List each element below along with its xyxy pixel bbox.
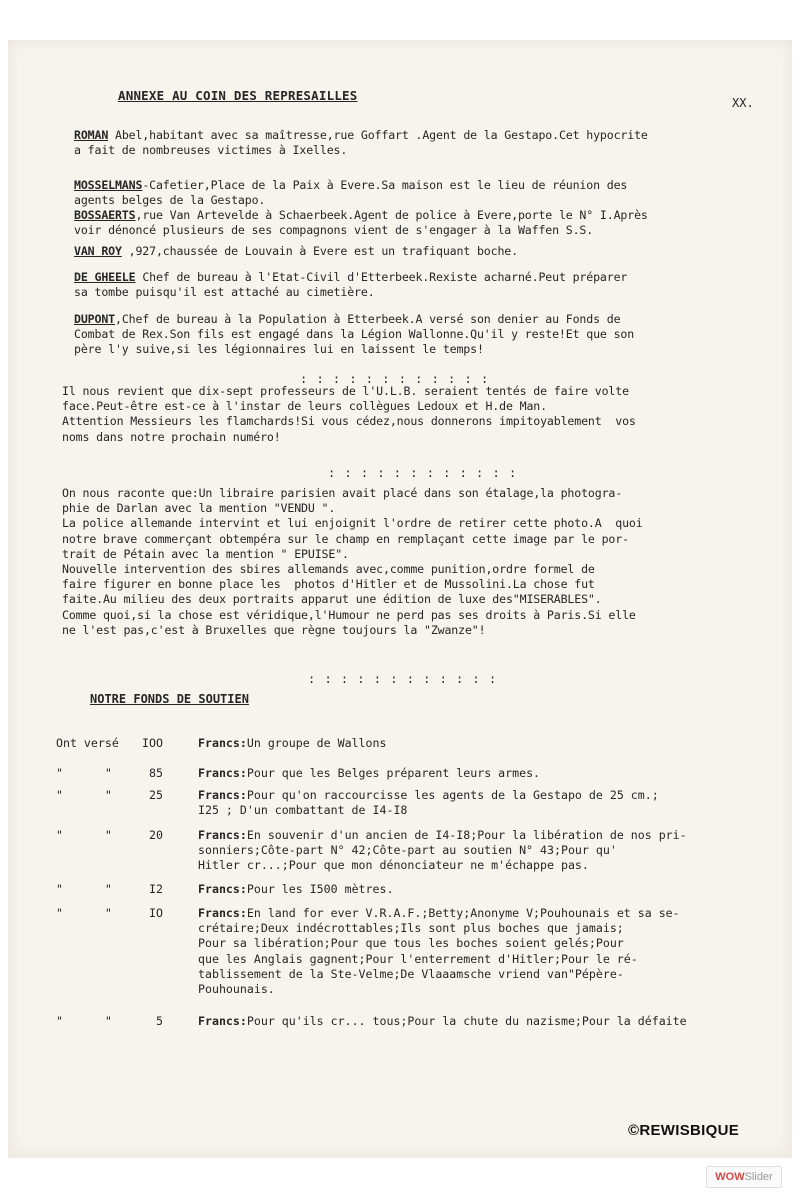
- denunciation-entry: [74, 208, 790, 238]
- entry-text: ,Chef de bureau à la Population à Etterbeek.A versé son denier au Fonds de: [114, 312, 621, 326]
- entry-text: Combat de Rex.Son fils est engagé dans la Légion Wallonne.Qu'il y reste!Et que son: [74, 327, 635, 342]
- donation-line: Hitler cr...;Pour que mon dénonciateur ne m'échappe pas.: [198, 858, 589, 873]
- donation-line: crétaire;Deux indécrottables;Ils sont plus boches que jamais;: [198, 921, 624, 936]
- donation-ditto: " ": [56, 882, 112, 896]
- donation-line: sonniers;Côte-part N° 42;Côte-part au soutien N° 43;Pour qu': [198, 843, 617, 858]
- text-line: [74, 244, 790, 259]
- text-line: [198, 803, 778, 818]
- text-line: noms dans notre prochain numéro!: [62, 429, 281, 444]
- denunciation-entry: [74, 128, 790, 158]
- text-line: [198, 952, 778, 967]
- text-line: [74, 270, 790, 285]
- text-line: [198, 736, 778, 751]
- donation-row: [56, 1014, 776, 1030]
- donation-text: [198, 1014, 778, 1029]
- separator-3: : : : : : : : : : : : :: [308, 672, 498, 686]
- text-line: ne l'est pas,c'est à Bruxelles que règne toujours la "Zwanze"!: [62, 622, 486, 637]
- donation-row: [56, 736, 776, 752]
- fund-title: NOTRE FONDS DE SOUTIEN: [90, 692, 249, 706]
- entry-text: Abel,habitant avec sa maîtresse,rue Goffart .Agent de la Gestapo.Cet hypocrite: [108, 128, 648, 142]
- text-line: [74, 223, 790, 238]
- text-line: Attention Messieurs les flamchards!Si vous cédez,nous donnerons impitoyablement vos: [62, 414, 636, 429]
- donation-ditto: " ": [56, 1014, 112, 1028]
- donation-line: Pour sa libération;Pour que tous les boches soient gelés;Pour: [198, 936, 624, 951]
- text-line: Comme quoi,si la chose est véridique,l'Humour ne perd pas ses droits à Paris.Si elle: [62, 607, 636, 622]
- donation-line: En souvenir d'un ancien de I4-I8;Pour la libération de nos pri-: [246, 828, 687, 842]
- entry-text: ,927,chaussée de Louvain à Evere est un trafiquant boche.: [121, 244, 518, 258]
- text-line: face.Peut-être est-ce à l'instar de leurs collègues Ledoux et H.de Man.: [62, 399, 547, 414]
- text-line: [74, 143, 790, 158]
- donation-line: tablissement de la Ste-Velme;De Vlaaamsche vriend van"Pépère-: [198, 966, 624, 981]
- donation-label: Francs:: [198, 736, 247, 750]
- text-line: La police allemande intervint et lui enjoignit l'ordre de retirer cette photo.A quoi: [62, 516, 643, 531]
- text-line: phie de Darlan avec la mention "VENDU ".: [62, 501, 336, 516]
- donation-row: [56, 766, 776, 782]
- text-line: [74, 285, 790, 300]
- professors-text: [62, 384, 778, 445]
- donation-ditto: " ": [56, 906, 112, 920]
- anecdote-text: [62, 486, 778, 638]
- text-line: [74, 128, 790, 143]
- donation-text: [198, 882, 778, 897]
- entry-name: DUPONT: [74, 312, 115, 326]
- text-line: [198, 982, 778, 997]
- entry-text: père l'y suive,si les légionnaires lui en laissent le temps!: [74, 342, 484, 357]
- text-line: notre brave commerçant obtempéra sur le champ en remplaçant cette image par le por-: [62, 531, 629, 546]
- text-line: [198, 858, 778, 873]
- donation-ditto: Ont versé: [56, 736, 119, 750]
- denunciation-entry: [74, 270, 790, 300]
- copyright-watermark: ©REWISBIQUE: [628, 1122, 740, 1139]
- page-number: XX.: [732, 96, 754, 110]
- donation-text: [198, 828, 778, 874]
- donation-amount: I2: [142, 882, 163, 896]
- entry-name: VAN ROY: [74, 244, 122, 258]
- text-line: faire figurer en bonne place les photos d'Hitler et de Mussolini.La chose fut: [62, 577, 595, 592]
- donation-ditto: " ": [56, 828, 112, 842]
- donation-text: [198, 788, 778, 818]
- entry-name: ROMAN: [74, 128, 109, 142]
- donation-amount: 85: [142, 766, 163, 780]
- donation-ditto: " ": [56, 788, 112, 802]
- donation-line: Un groupe de Wallons: [246, 736, 387, 750]
- text-line: [198, 882, 778, 897]
- text-line: [198, 921, 778, 936]
- text-line: [74, 208, 790, 223]
- entry-text: ,rue Van Artevelde à Schaerbeek.Agent de police à Evere,porte le N° I.Après: [135, 208, 648, 222]
- separator-2: : : : : : : : : : : : :: [328, 466, 518, 480]
- wow-text: WOW: [715, 1171, 745, 1183]
- donation-row: [56, 882, 776, 898]
- denunciation-entry: [74, 244, 790, 259]
- donation-line: Pour les I500 mètres.: [246, 882, 394, 896]
- text-line: On nous raconte que:Un libraire parisien avait placé dans son étalage,la photogra-: [62, 486, 623, 500]
- text-line: [198, 906, 778, 921]
- donation-text: [198, 736, 778, 751]
- text-line: [74, 342, 790, 357]
- wowslider-badge[interactable]: [706, 1166, 782, 1188]
- entry-text: sa tombe puisqu'il est attaché au cimetière.: [74, 285, 375, 300]
- donation-amount: 5: [142, 1014, 163, 1028]
- donation-line: I25 ; D'un combattant de I4-I8: [198, 803, 408, 818]
- entry-text: a fait de nombreuses victimes à Ixelles.: [74, 143, 348, 158]
- donation-label: Francs:: [198, 788, 247, 802]
- donation-amount: IO: [142, 906, 163, 920]
- text-line: [74, 327, 790, 342]
- denunciation-entry: [74, 312, 790, 358]
- entry-text: Chef de bureau à l'Etat-Civil d'Etterbeek.Rexiste acharné.Peut préparer: [135, 270, 628, 284]
- text-line: Nouvelle intervention des sbires allemands avec,comme punition,ordre formel de: [62, 562, 595, 577]
- text-line: [198, 967, 778, 982]
- donation-line: Pour qu'ils cr... tous;Pour la chute du nazisme;Pour la défaite: [246, 1014, 687, 1028]
- separator-1: : : : : : : : : : : : :: [300, 372, 490, 386]
- donation-row: [56, 788, 776, 818]
- donation-label: Francs:: [198, 906, 247, 920]
- donation-line: Pour qu'on raccourcisse les agents de la Gestapo de 25 cm.;: [246, 788, 659, 802]
- donation-text: [198, 766, 778, 781]
- donation-line: Pour que les Belges préparent leurs armes.: [246, 766, 541, 780]
- donation-text: [198, 906, 778, 997]
- slider-text: Slider: [744, 1171, 773, 1183]
- text-line: [198, 766, 778, 781]
- donation-row: [56, 828, 776, 873]
- donation-label: Francs:: [198, 882, 247, 896]
- donation-label: Francs:: [198, 828, 247, 842]
- text-line: [198, 843, 778, 858]
- text-line: [198, 788, 778, 803]
- document-title: ANNEXE AU COIN DES REPRESAILLES: [118, 88, 358, 103]
- donation-line: En land for ever V.R.A.F.;Betty;Anonyme V;Pouhounais et sa se-: [246, 906, 680, 920]
- text-line: trait de Pétain avec la mention " EPUISE".: [62, 546, 349, 561]
- text-line: [74, 178, 790, 193]
- donation-ditto: " ": [56, 766, 112, 780]
- text-line: [74, 312, 790, 327]
- donation-amount: IOO: [142, 736, 163, 750]
- donation-amount: 25: [142, 788, 163, 802]
- text-line: [74, 193, 790, 208]
- donation-label: Francs:: [198, 766, 247, 780]
- entry-name: DE GHEELE: [74, 270, 136, 284]
- donation-label: Francs:: [198, 1014, 247, 1028]
- donation-row: [56, 906, 776, 997]
- text-line: [198, 828, 778, 843]
- text-line: Il nous revient que dix-sept professeurs de l'U.L.B. seraient tentés de faire volte: [62, 384, 629, 398]
- donation-amount: 20: [142, 828, 163, 842]
- entry-text: agents belges de la Gestapo.: [74, 193, 266, 208]
- entry-text: -Cafetier,Place de la Paix à Evere.Sa maison est le lieu de réunion des: [142, 178, 628, 192]
- text-line: [198, 936, 778, 951]
- denunciation-entry: [74, 178, 790, 208]
- text-line: faite.Au milieu des deux portraits apparut une édition de luxe des"MISERABLES".: [62, 592, 602, 607]
- donation-line: que les Anglais gagnent;Pour l'enterrement d'Hitler;Pour le ré-: [198, 951, 638, 966]
- donation-line: Pouhounais.: [198, 982, 275, 997]
- entry-text: voir dénoncé plusieurs de ses compagnons vient de s'engager à la Waffen S.S.: [74, 223, 594, 238]
- entry-name: BOSSAERTS: [74, 208, 136, 222]
- entry-name: MOSSELMANS: [74, 178, 143, 192]
- text-line: [198, 1014, 778, 1029]
